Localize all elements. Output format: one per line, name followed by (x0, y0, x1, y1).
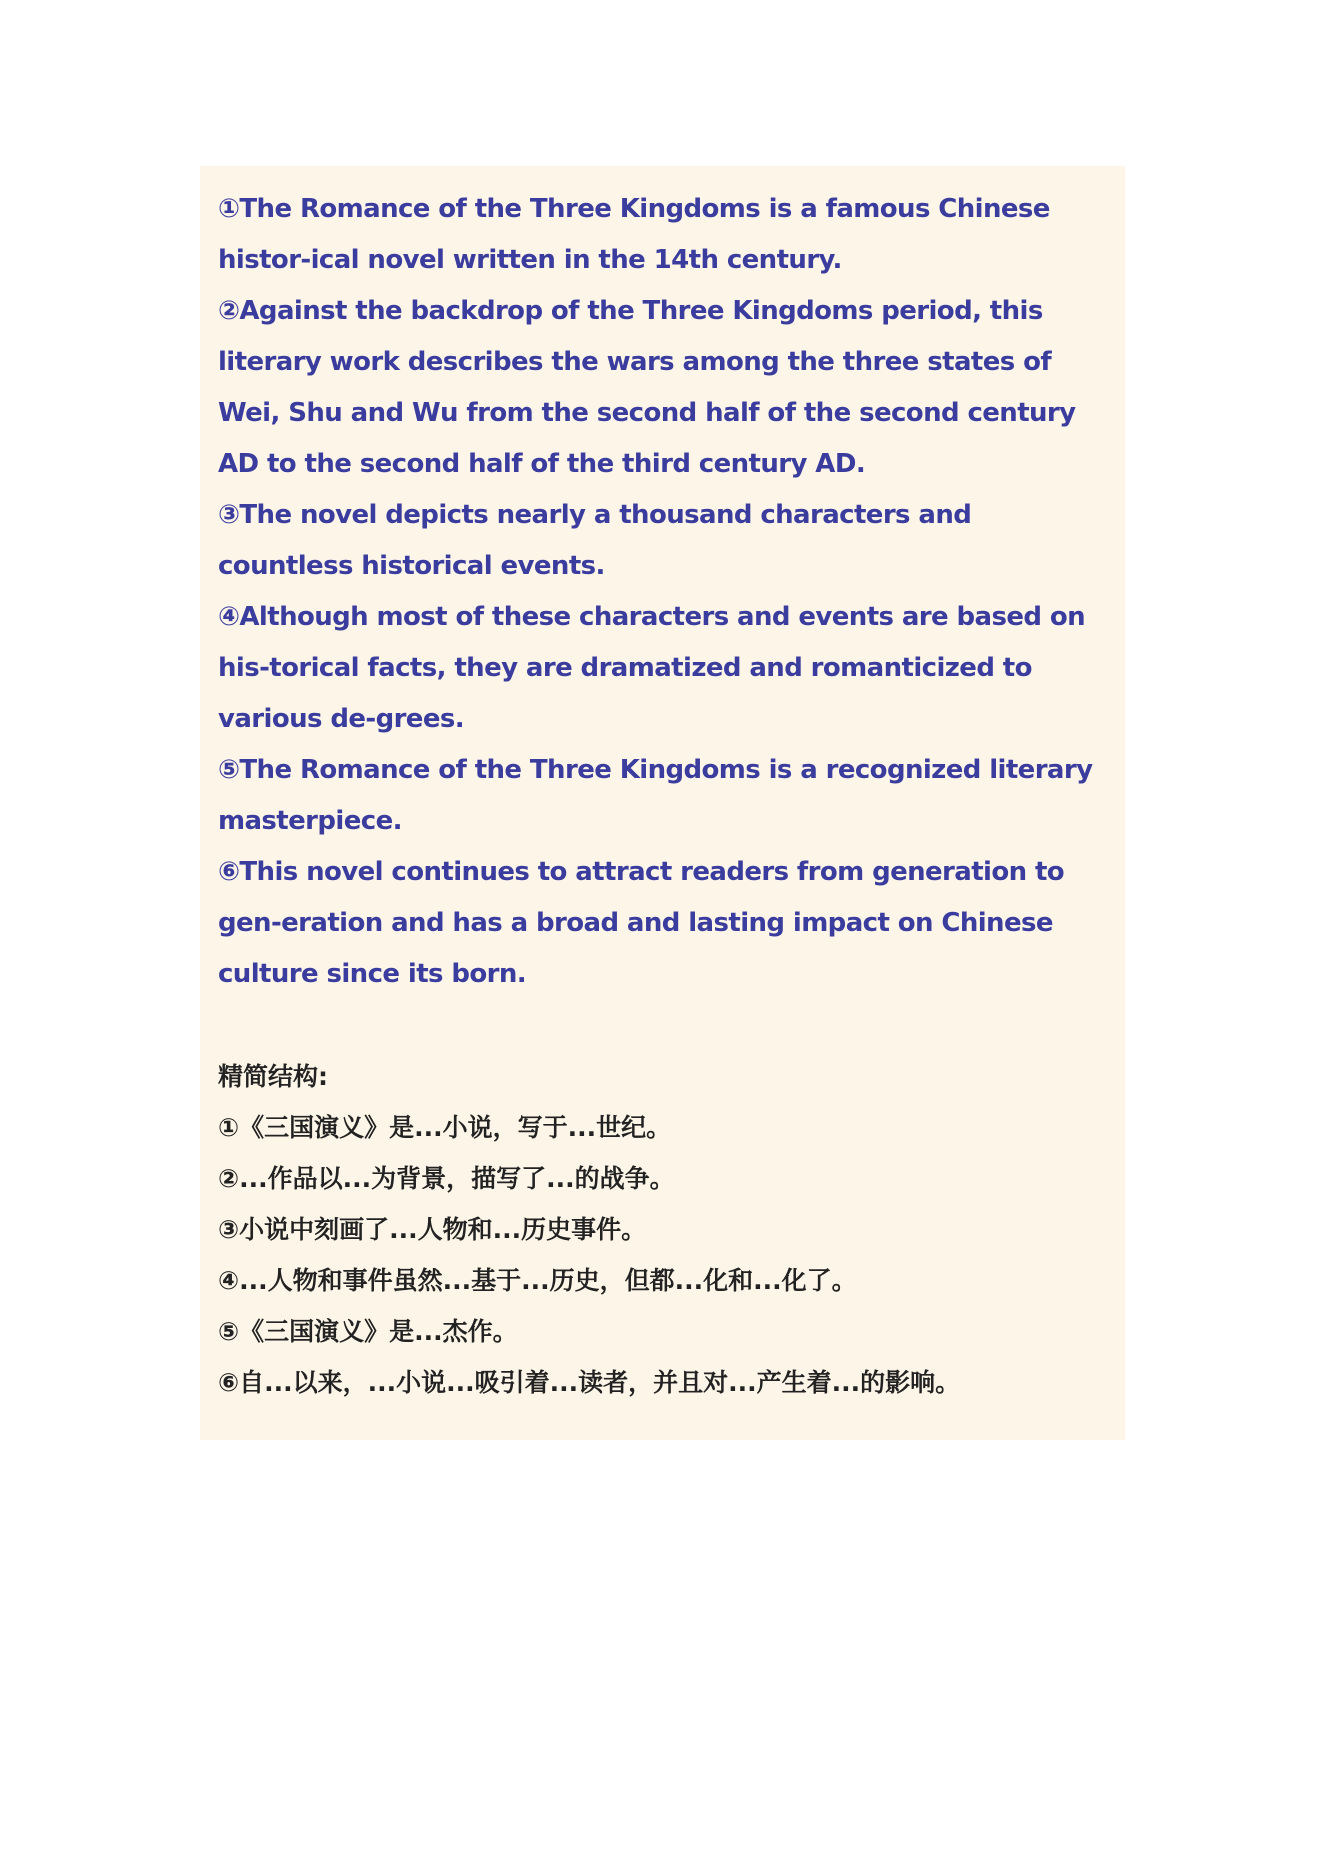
english-sentence-5: ⑤The Romance of the Three Kingdoms is a recognized literary masterpiece. (218, 755, 1093, 836)
structure-title: 精简结构: (218, 1062, 328, 1091)
structure-line-1: ①《三国演义》是...小说，写于...世纪。 (218, 1113, 672, 1142)
english-sentence-2: ②Against the backdrop of the Three Kingdoms period, this literary work describes the wars among the three states of Wei, Shu and Wu from the second half of the second century AD to the second half of the third century AD. (218, 296, 1076, 479)
section-spacer (218, 1000, 1105, 1051)
structure-line-6: ⑥自...以来，...小说...吸引着...读者，并且对...产生着...的影响。 (218, 1368, 961, 1397)
structure-line-2: ②...作品以...为背景，描写了...的战争。 (218, 1164, 675, 1193)
structure-section (218, 1051, 1105, 1408)
english-section (218, 184, 1105, 1000)
english-sentence-1: ①The Romance of the Three Kingdoms is a famous Chinese histor-ical novel written in the 14th century. (218, 194, 1050, 275)
english-sentence-3: ③The novel depicts nearly a thousand characters and countless historical events. (218, 500, 972, 581)
english-sentence-6: ⑥This novel continues to attract readers from generation to gen-eration and has a broad and lasting impact on Chinese culture since its born. (218, 857, 1065, 989)
english-sentence-4: ④Although most of these characters and events are based on his-torical facts, they are dramatized and romanticized to various de-grees. (218, 602, 1086, 734)
content-card (200, 166, 1125, 1440)
structure-line-3: ③小说中刻画了...人物和...历史事件。 (218, 1215, 647, 1244)
structure-line-4: ④...人物和事件虽然...基于...历史，但都...化和...化了。 (218, 1266, 857, 1295)
structure-line-5: ⑤《三国演义》是...杰作。 (218, 1317, 518, 1346)
